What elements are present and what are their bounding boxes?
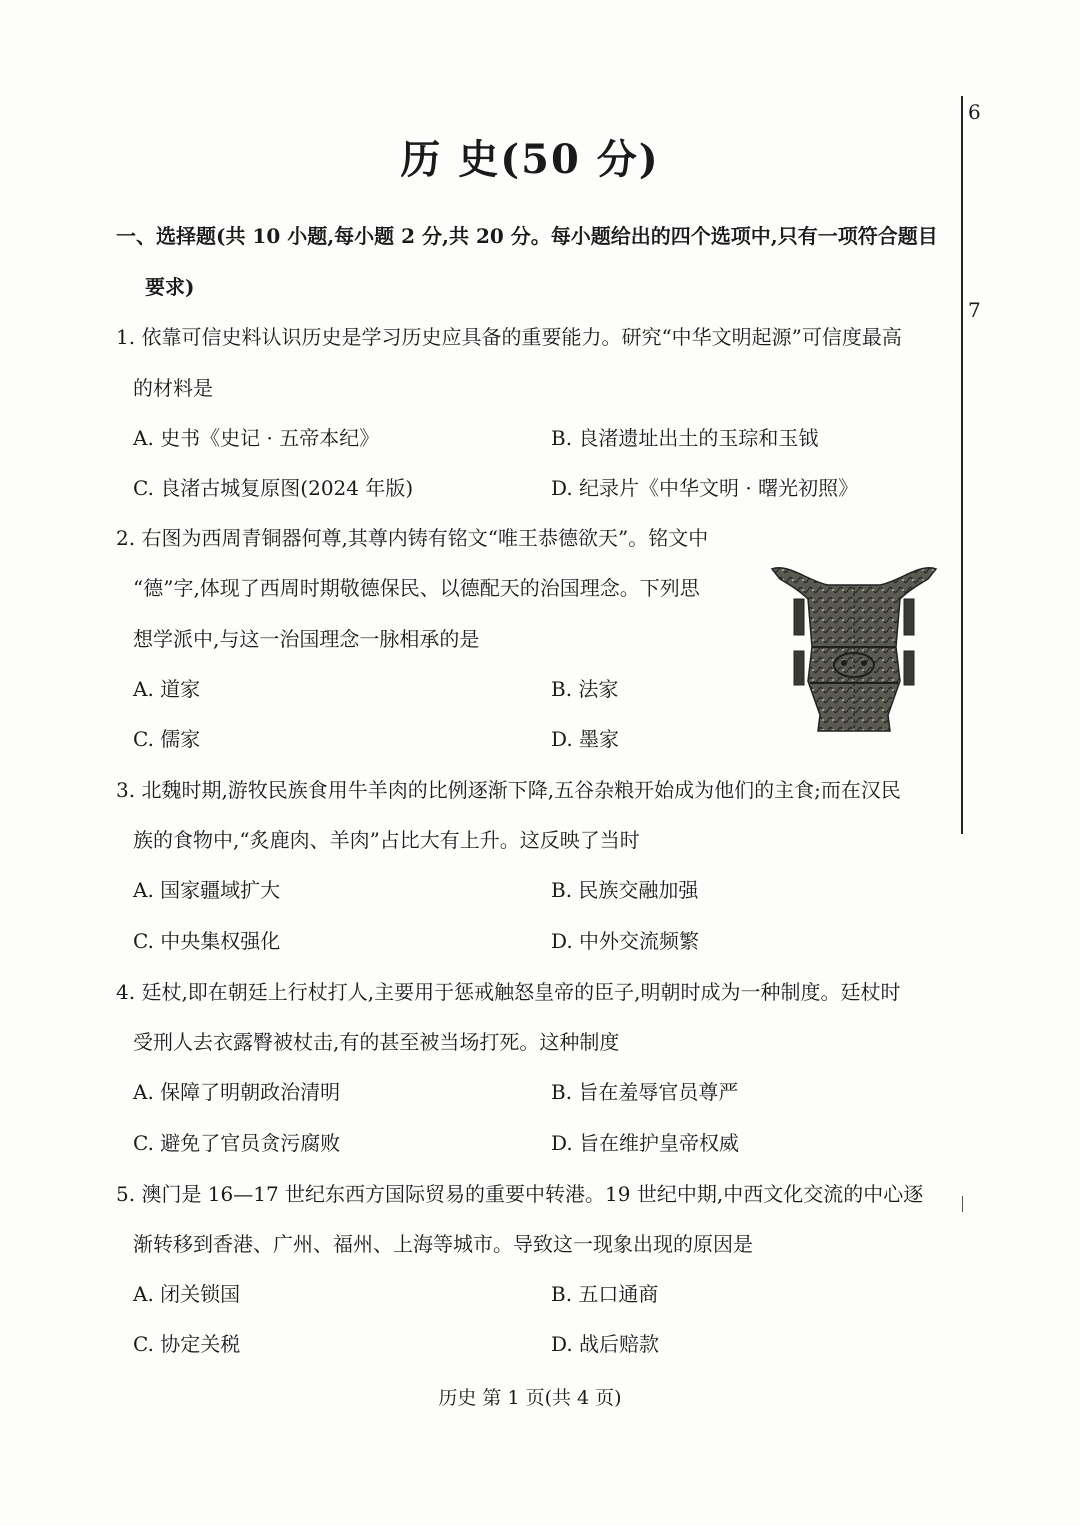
question-5-stem-line-1: 5. 澳门是 16—17 世纪东西方国际贸易的重要中转港。19 世纪中期,中西文化交流的中心逐 <box>116 1182 924 1206</box>
question-2-stem-line-2: “德”字,体现了西周时期敬德保民、以德配天的治国理念。下列思 <box>133 576 700 600</box>
question-2-option-c: C. 儒家 <box>133 727 201 751</box>
question-1-option-d: D. 纪录片《中华文明 · 曙光初照》 <box>551 476 859 500</box>
question-1-stem-line-2: 的材料是 <box>133 376 213 400</box>
question-1-option-b: B. 良渚遗址出土的玉琮和玉钺 <box>551 426 819 450</box>
question-4-stem-line-1: 4. 廷杖,即在朝廷上行杖打人,主要用于惩戒触怒皇帝的臣子,明朝时成为一种制度。廷杖时 <box>116 980 901 1004</box>
page-footer: 历史 第 1 页(共 4 页) <box>438 1387 622 1409</box>
question-5-option-d: D. 战后赔款 <box>551 1332 660 1356</box>
question-4-option-c: C. 避免了官员贪污腐败 <box>133 1131 341 1155</box>
question-5-option-b: B. 五口通商 <box>551 1282 659 1306</box>
question-3-stem-line-1: 3. 北魏时期,游牧民族食用牛羊肉的比例逐渐下降,五谷杂粮开始成为他们的主食;而在汉民 <box>116 778 901 802</box>
question-4-option-a: A. 保障了明朝政治清明 <box>133 1080 341 1104</box>
question-5-stem-line-2: 渐转移到香港、广州、福州、上海等城市。导致这一现象出现的原因是 <box>133 1232 753 1256</box>
question-3-option-c: C. 中央集权强化 <box>133 929 281 953</box>
binding-margin-line <box>961 96 963 834</box>
side-page-number-7: 7 <box>968 298 981 322</box>
page-title: 历 史(50 分) <box>400 136 660 183</box>
question-2-option-b: B. 法家 <box>551 677 619 701</box>
question-1-stem-line-1: 1. 依靠可信史料认识历史是学习历史应具备的重要能力。研究“中华文明起源”可信度最高 <box>116 325 902 349</box>
question-2-stem-line-3: 想学派中,与这一治国理念一脉相承的是 <box>133 627 480 651</box>
section-heading-line-2: 要求) <box>145 275 195 299</box>
question-3-option-b: B. 民族交融加强 <box>551 878 699 902</box>
question-1-option-c: C. 良渚古城复原图(2024 年版) <box>133 476 414 500</box>
question-1-option-a: A. 史书《史记 · 五帝本纪》 <box>133 426 380 450</box>
question-3-stem-line-2: 族的食物中,“炙鹿肉、羊肉”占比大有上升。这反映了当时 <box>133 828 640 852</box>
question-4-stem-line-2: 受刑人去衣露臀被杖击,有的甚至被当场打死。这种制度 <box>133 1030 620 1054</box>
question-2-option-a: A. 道家 <box>133 677 201 701</box>
question-3-option-d: D. 中外交流频繁 <box>551 929 700 953</box>
question-3-option-a: A. 国家疆域扩大 <box>133 878 281 902</box>
side-page-number-6: 6 <box>968 100 981 124</box>
question-5-option-a: A. 闭关锁国 <box>133 1282 241 1306</box>
bronze-vessel-illustration <box>768 555 940 735</box>
section-heading-line-1: 一、选择题(共 10 小题,每小题 2 分,共 20 分。每小题给出的四个选项中,只有一项符合题目 <box>116 224 938 248</box>
question-4-option-b: B. 旨在羞辱官员尊严 <box>551 1080 739 1104</box>
question-4-option-d: D. 旨在维护皇帝权威 <box>551 1131 740 1155</box>
question-2-stem-line-1: 2. 右图为西周青铜器何尊,其尊内铸有铭文“唯王恭德欲天”。铭文中 <box>116 526 709 550</box>
question-2-option-d: D. 墨家 <box>551 727 620 751</box>
margin-tick-mark <box>962 1196 963 1212</box>
question-5-option-c: C. 协定关税 <box>133 1332 241 1356</box>
